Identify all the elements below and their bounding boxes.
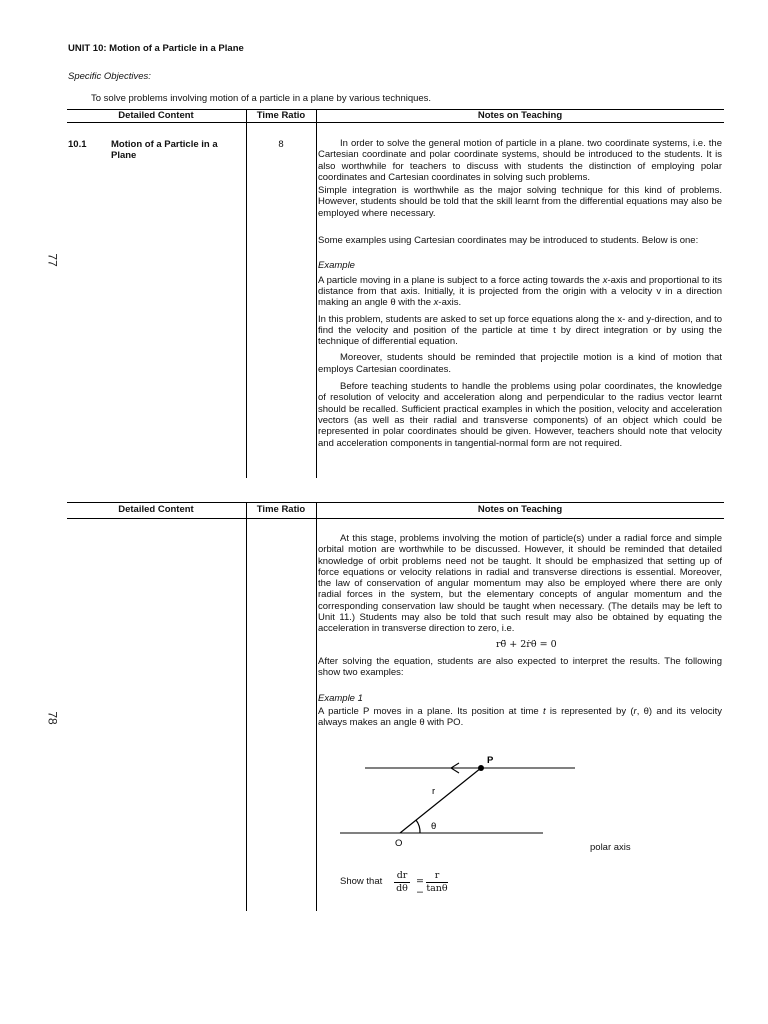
table-2-top-rule — [67, 502, 724, 503]
notes-column-2b — [318, 656, 722, 728]
page-number-77: 77 — [45, 253, 60, 267]
notes-paragraph: A particle moving in a plane is subject to a force acting towards the x-axis and proportional to its distance from that axis. Initially, it is projected from the origin with a velocity v in a direction making an angle θ with the x-axis. — [318, 274, 723, 309]
notes-paragraph: A particle P moves in a plane. Its position at time t is represented by (r, θ) and its velocity always makes an angle θ with PO. — [318, 705, 722, 729]
fraction-operator: = − — [416, 876, 424, 898]
notes-column-1 — [318, 138, 722, 449]
header-detailed-content: Detailed Content — [118, 504, 194, 515]
example-label: Example — [318, 260, 355, 272]
fraction-1-numerator: dr — [396, 870, 408, 881]
section-title: Motion of a Particle in a Plane — [111, 139, 218, 162]
show-that-text: Show that — [340, 876, 383, 887]
notes-column-2 — [318, 533, 722, 635]
polar-axis-label: polar axis — [590, 842, 631, 853]
angle-arc — [416, 820, 420, 833]
header-detailed-content: Detailed Content — [118, 110, 194, 121]
fraction-2-denominator: tanθ — [426, 883, 448, 894]
header-time-ratio: Time Ratio — [256, 110, 306, 121]
notes-paragraph: Simple integration is worthwhile as the major solving technique for this kind of problems. However, students should be told that the skill learnt from the differential equations may also be employed where necessary. — [318, 185, 722, 219]
page-number-78: 78 — [45, 711, 60, 725]
notes-paragraph: Moreover, students should be reminded that projectile motion is a kind of motion that employs Cartesian coordinates. — [318, 352, 722, 375]
section-number: 10.1 — [68, 139, 87, 150]
equation: rθ̈ + 2ṙθ̇ = 0 — [496, 639, 557, 650]
particle-dot — [478, 765, 484, 771]
notes-paragraph: Before teaching students to handle the problems using polar coordinates, the knowledge of resolution of velocity and acceleration along and perpendicular to the radius vector learnt should be recalled. Sufficient practical examples in which the position, velocity and acceleration vectors (as well as their radial and transverse components) of an object which could be represented in polar coordinates should be given. However, teachers should note that velocity and acceleration components in tangential-normal form are not required. — [318, 381, 722, 449]
radius-line — [400, 768, 481, 833]
unit-title: UNIT 10: Motion of a Particle in a Plane — [68, 43, 244, 54]
time-ratio-value: 8 — [278, 139, 284, 150]
header-notes-on-teaching: Notes on Teaching — [477, 504, 563, 515]
label-theta: θ — [431, 821, 437, 832]
table-2-header-rule — [67, 518, 724, 519]
table-1-header-rule — [67, 122, 724, 123]
notes-paragraph: At this stage, problems involving the motion of particle(s) under a radial force and simple orbital motion are worthwhile to be discussed. However, it should be reminded that detailed knowledge of orbit problems need not be taught. It should be emphasized that setting up of force equations or velocity relations in radial and transverse directions is essential. Moreover, the law of conservation of angular momentum may also be employed where there are only radial forces in the system, but the elementary concepts of angular momentum and the corresponding conservation law should be taught when necessary. (The details may be left to Unit 11.) Students may also be told that such result may also be obtained by equating the acceleration in transverse direction to zero, i.e. — [318, 533, 722, 635]
table-2-col-divider-2 — [316, 502, 317, 911]
notes-paragraph: In order to solve the general motion of particle in a plane. two coordinate systems, i.e. the Cartesian coordinate and polar coordinate systems, should be introduced to the students. It is also worthwhile for teachers to discuss with students the distinction of employing polar coordinates and Cartesian coordinates in solving such problems. — [318, 138, 722, 183]
label-o: O — [395, 838, 403, 849]
notes-paragraph: In this problem, students are asked to set up force equations along the x- and y-direction, and to find the velocity and position of the particle at time t by direct integration or by using the technique of differential equation. — [318, 313, 722, 348]
label-r: r — [432, 786, 436, 797]
label-p: P — [487, 755, 494, 766]
table-1-col-divider-2 — [316, 110, 317, 478]
notes-paragraph: After solving the equation, students are also expected to interpret the results. The following show two examples: — [318, 656, 722, 679]
fraction-1-denominator: dθ — [396, 883, 408, 894]
table-1-col-divider-1 — [246, 110, 247, 478]
header-notes-on-teaching: Notes on Teaching — [477, 110, 563, 121]
notes-paragraph: Some examples using Cartesian coordinates may be introduced to students. Below is one: — [318, 235, 699, 247]
polar-diagram — [338, 745, 583, 850]
fraction-2-numerator: r — [434, 870, 440, 881]
objectives-label: Specific Objectives: — [68, 71, 151, 82]
header-time-ratio: Time Ratio — [256, 504, 306, 515]
table-2-col-divider-1 — [246, 502, 247, 911]
example-label: Example 1 — [318, 692, 363, 704]
objectives-text: To solve problems involving motion of a particle in a plane by various techniques. — [91, 93, 432, 104]
